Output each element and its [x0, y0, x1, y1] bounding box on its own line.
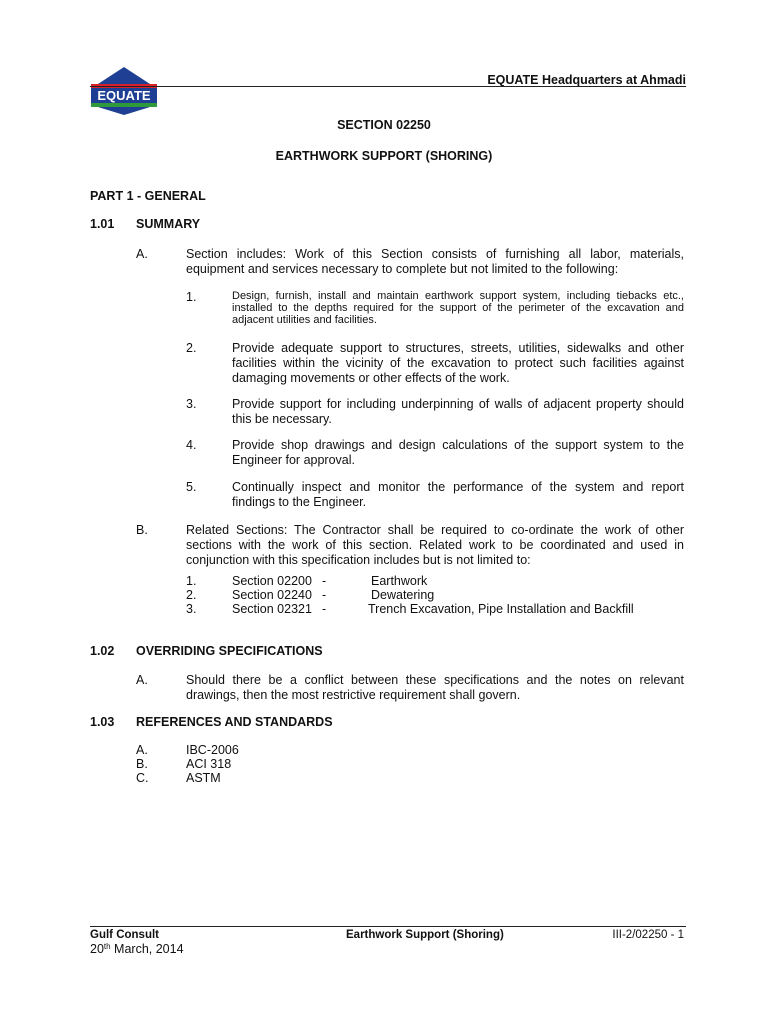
item-number: 2. — [186, 341, 197, 355]
item-text: Provide support for including underpinning of walls of adjacent property should this be necessary. — [232, 397, 684, 426]
section-number: SECTION 02250 — [337, 118, 431, 132]
paragraph-text: Should there be a conflict between these specifications and the notes on relevant drawings, then the most restrictive requirement shall govern. — [186, 673, 684, 702]
item-text: Design, furnish, install and maintain earthwork support system, including tiebacks etc., installed to the depths required for the support of the perimeter of the excavation and adjacent utilities and facilities. — [232, 290, 684, 326]
article-number: 1.01 — [90, 217, 115, 231]
logo-text: EQUATE — [97, 88, 151, 103]
footer-section-title: Earthwork Support (Shoring) — [346, 929, 504, 941]
footer-date — [90, 942, 184, 957]
equate-logo — [90, 66, 158, 116]
reference-text: ASTM — [186, 771, 221, 785]
header-rule — [90, 86, 686, 87]
footer-date-rest: March, 2014 — [110, 942, 184, 956]
related-item-dash: - — [322, 602, 327, 616]
reference-label: A. — [136, 743, 148, 757]
paragraph-label: B. — [136, 523, 148, 537]
item-number: 3. — [186, 397, 197, 411]
related-item-dash: - — [322, 588, 327, 602]
related-item-title: Trench Excavation, Pipe Installation and Backfill — [368, 602, 634, 616]
related-item-title: Earthwork — [371, 574, 428, 588]
related-item-number: 2. — [186, 588, 197, 602]
footer-company: Gulf Consult — [90, 929, 159, 941]
part-heading: PART 1 - GENERAL — [90, 189, 206, 203]
footer-rule — [90, 926, 686, 927]
reference-text: ACI 318 — [186, 757, 232, 771]
item-number: 5. — [186, 480, 197, 494]
related-item-section: Section 02240 — [232, 588, 312, 602]
reference-label: B. — [136, 757, 148, 771]
related-item-dash: - — [322, 574, 327, 588]
related-item-section: Section 02200 — [232, 574, 312, 588]
item-number: 4. — [186, 438, 197, 452]
article-number: 1.02 — [90, 644, 115, 658]
article-number: 1.03 — [90, 715, 115, 729]
footer-date-day: 20 — [90, 942, 104, 956]
paragraph-label: A. — [136, 673, 148, 687]
related-item-number: 3. — [186, 602, 197, 616]
related-item-section: Section 02321 — [232, 602, 312, 616]
paragraph-text: Related Sections: The Contractor shall be required to co-ordinate the work of other sections with the work of this section. Related work to be coordinated and used in conjunction with this specification includes but is not limited to: — [186, 523, 684, 567]
header-project-title: EQUATE Headquarters at Ahmadi — [487, 73, 686, 87]
item-number: 1. — [186, 290, 197, 304]
section-title: EARTHWORK SUPPORT (SHORING) — [275, 149, 493, 163]
footer-page-number: III-2/02250 - 1 — [612, 929, 684, 941]
item-text: Continually inspect and monitor the performance of the system and report findings to the Engineer. — [232, 480, 684, 509]
item-text: Provide shop drawings and design calculations of the support system to the Engineer for approval. — [232, 438, 684, 467]
paragraph-label: A. — [136, 247, 148, 261]
reference-text: IBC-2006 — [186, 743, 239, 757]
article-title: OVERRIDING SPECIFICATIONS — [136, 644, 323, 658]
article-title: REFERENCES AND STANDARDS — [136, 715, 333, 729]
article-title: SUMMARY — [136, 217, 201, 231]
related-item-title: Dewatering — [371, 588, 435, 602]
item-text: Provide adequate support to structures, streets, utilities, sidewalks and other facilities within the vicinity of the excavation to protect such facilities against damaging movements or other effects of the work. — [232, 341, 684, 385]
related-item-number: 1. — [186, 574, 197, 588]
footer-date-suffix: th — [103, 942, 111, 951]
reference-label: C. — [136, 771, 149, 785]
paragraph-text: Section includes: Work of this Section consists of furnishing all labor, materials, equipment and services necessary to complete but not limited to the following: — [186, 247, 684, 276]
